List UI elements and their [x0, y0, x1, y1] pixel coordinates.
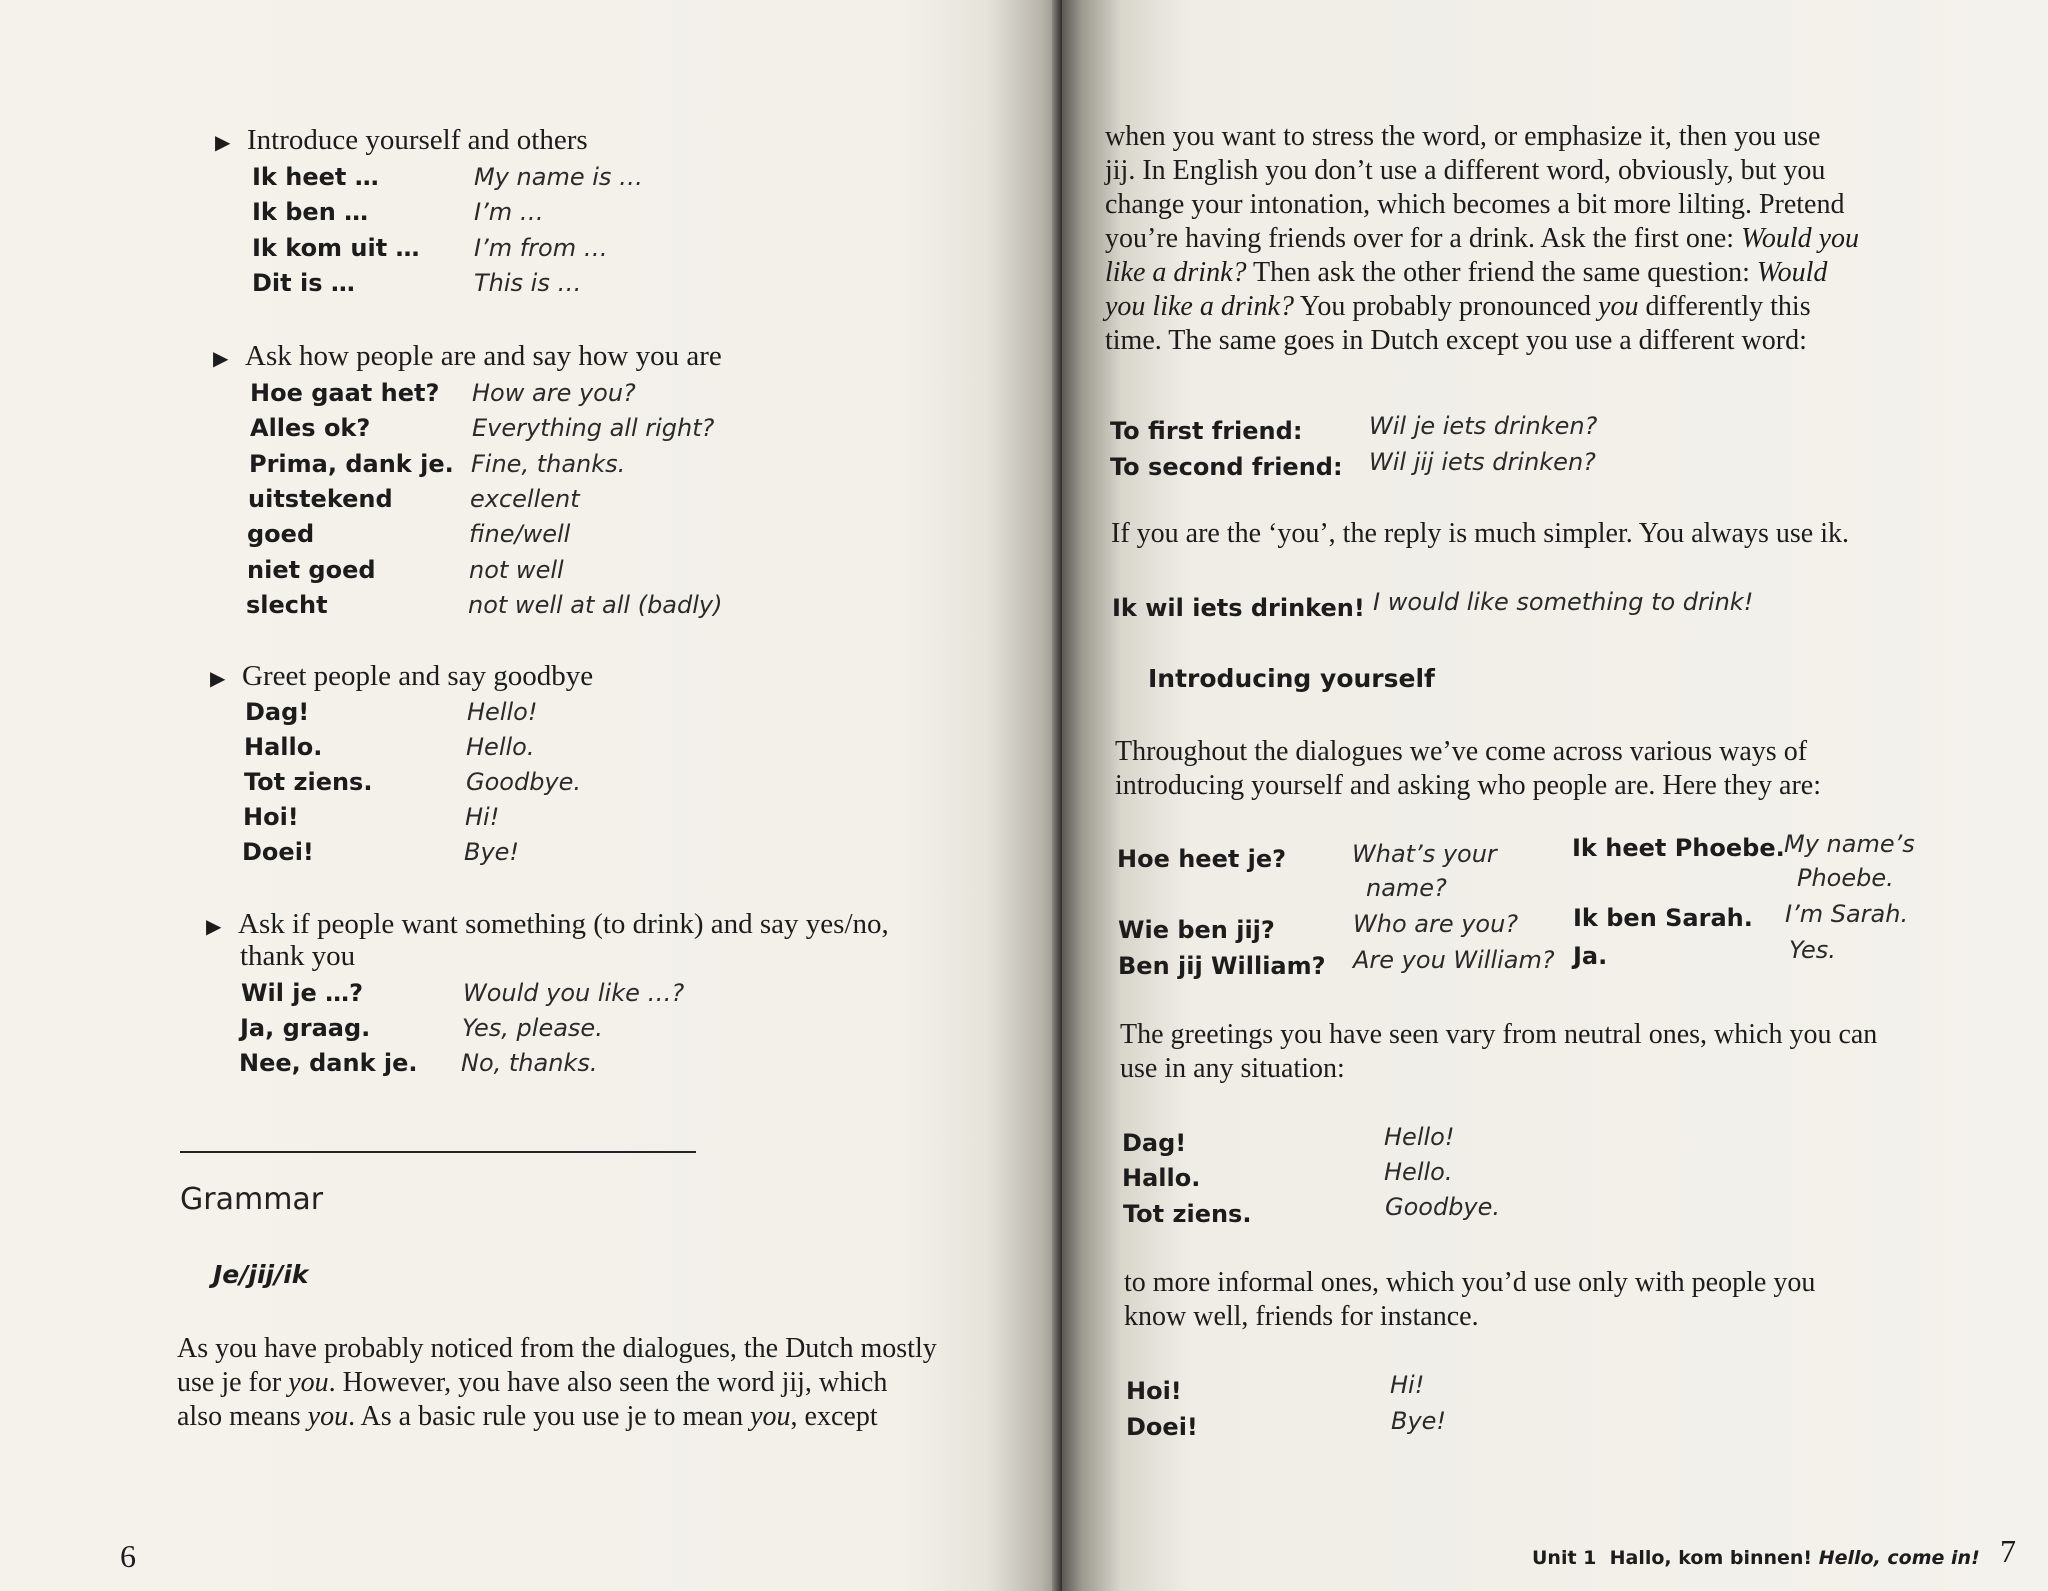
- dutch-term: goed: [247, 520, 315, 548]
- bullet-arrow-icon: ▶: [210, 668, 226, 690]
- dutch-term: Tot ziens.: [244, 768, 373, 796]
- greeting-dutch: Dag!: [1122, 1129, 1187, 1157]
- section-heading-text: thank you: [240, 940, 356, 972]
- greeting-dutch: Hallo.: [1122, 1164, 1201, 1192]
- section-heading-text: Ask if people want something (to drink) and say yes/no,: [238, 908, 889, 940]
- intro-answer: Ja.: [1573, 942, 1608, 970]
- intro-answer-translation: I’m Sarah.: [1785, 900, 1909, 928]
- paragraph-line: change your intonation, which becomes a bit more lilting. Pretend: [1105, 189, 1845, 220]
- section-heading-continuation: [240, 940, 355, 973]
- paragraph-line: use je for you. However, you have also seen the word jij, which: [177, 1367, 888, 1398]
- dutch-term: Hoi!: [243, 803, 299, 831]
- intro-question-translation: Are you William?: [1353, 946, 1555, 974]
- paragraph-line: jij. In English you don’t use a different word, obviously, but you: [1105, 155, 1826, 186]
- section-divider: [180, 1151, 696, 1153]
- intro-question: Ben jij William?: [1118, 952, 1326, 980]
- english-term: Everything all right?: [472, 414, 715, 442]
- english-term: I’m …: [474, 198, 544, 226]
- greeting-english: Goodbye.: [1385, 1193, 1501, 1221]
- dutch-term: Ik ben …: [252, 198, 369, 226]
- jij-explanation-paragraph: [1105, 120, 2005, 358]
- greeting-dutch: Hoi!: [1126, 1377, 1182, 1405]
- intro-question-translation: name?: [1366, 874, 1447, 902]
- dutch-term: Alles ok?: [250, 414, 371, 442]
- english-term: Would you like …?: [463, 979, 685, 1007]
- english-term: I’m from …: [474, 234, 608, 262]
- page-number: 7: [2000, 1533, 2016, 1569]
- english-term: excellent: [470, 485, 580, 513]
- dutch-term: uitstekend: [248, 485, 393, 513]
- introducing-yourself-heading: Introducing yourself: [1148, 664, 1435, 693]
- paragraph-line: you like a drink? You probably pronounced you differently this: [1105, 291, 1811, 322]
- intro-question: Hoe heet je?: [1117, 845, 1287, 873]
- paragraph-line: use in any situation:: [1120, 1053, 1345, 1084]
- greeting-english: Hi!: [1390, 1371, 1425, 1399]
- greetings-paragraph: [1120, 1018, 2020, 1086]
- paragraph-line: know well, friends for instance.: [1124, 1301, 1479, 1332]
- dutch-term: Dit is …: [252, 269, 355, 297]
- english-term: Yes, please.: [462, 1014, 603, 1042]
- intro-question-translation: Who are you?: [1353, 910, 1519, 938]
- paragraph-line: time. The same goes in Dutch except you use a different word:: [1105, 325, 1807, 356]
- english-term: My name is …: [474, 163, 644, 191]
- dutch-term: Doei!: [242, 838, 314, 866]
- paragraph-line: when you want to stress the word, or emphasize it, then you use: [1105, 121, 1821, 152]
- english-term: Fine, thanks.: [471, 450, 626, 478]
- informal-paragraph: [1124, 1266, 2024, 1334]
- paragraph-line: to more informal ones, which you’d use only with people you: [1124, 1267, 1816, 1298]
- running-footer: Unit 1 Hallo, kom binnen! Hello, come in!: [1532, 1547, 1980, 1569]
- right-page: [1062, 0, 2048, 1591]
- intro-answer-translation: My name’s: [1784, 830, 1915, 858]
- intro-answer-translation: Phoebe.: [1797, 864, 1894, 892]
- section-heading-greet: [210, 660, 593, 693]
- grammar-paragraph: [177, 1332, 1037, 1434]
- reply-english: I would like something to drink!: [1373, 588, 1754, 616]
- section-heading-introduce: [215, 124, 588, 157]
- english-term: Hi!: [465, 803, 500, 831]
- greeting-english: Bye!: [1391, 1407, 1447, 1435]
- english-term: not well at all (badly): [468, 591, 723, 619]
- section-heading-text: Ask how people are and say how you are: [245, 340, 722, 372]
- greeting-dutch: Tot ziens.: [1123, 1200, 1252, 1228]
- introducing-paragraph: [1115, 735, 2015, 803]
- english-term: not well: [469, 556, 564, 584]
- friend-phrase: Wil je iets drinken?: [1369, 412, 1598, 440]
- bullet-arrow-icon: ▶: [215, 132, 231, 154]
- section-heading-text: Introduce yourself and others: [247, 124, 588, 156]
- grammar-title: Grammar: [180, 1182, 324, 1217]
- dutch-term: Prima, dank je.: [249, 450, 454, 478]
- greeting-dutch: Doei!: [1126, 1413, 1198, 1441]
- english-term: fine/well: [469, 520, 571, 548]
- paragraph-line: like a drink? Then ask the other friend the same question: Would: [1105, 257, 1828, 288]
- friend-label: To first friend:: [1110, 417, 1303, 445]
- section-heading-text: Greet people and say goodbye: [242, 660, 594, 692]
- page-number: 6: [120, 1538, 136, 1574]
- intro-question: Wie ben jij?: [1118, 916, 1275, 944]
- dutch-term: Hoe gaat het?: [250, 379, 440, 407]
- paragraph-line: also means you. As a basic rule you use je to mean you, except: [177, 1401, 878, 1432]
- grammar-subhead: Je/jij/ik: [213, 1260, 309, 1289]
- dutch-term: Nee, dank je.: [239, 1049, 418, 1077]
- english-term: This is …: [474, 269, 582, 297]
- paragraph-line: introducing yourself and asking who people are. Here they are:: [1115, 770, 1821, 801]
- dutch-term: slecht: [246, 591, 328, 619]
- friend-label: To second friend:: [1110, 453, 1343, 481]
- greeting-english: Hello.: [1384, 1158, 1453, 1186]
- section-heading-ask-how: [213, 340, 722, 373]
- you-reply-paragraph: If you are the ‘you’, the reply is much simpler. You always use ik.: [1111, 518, 1849, 549]
- dutch-term: Wil je …?: [241, 979, 364, 1007]
- dutch-term: Ik kom uit …: [252, 234, 420, 262]
- dutch-term: Dag!: [245, 698, 310, 726]
- intro-answer: Ik ben Sarah.: [1573, 904, 1753, 932]
- paragraph-line: As you have probably noticed from the dialogues, the Dutch mostly: [177, 1333, 937, 1364]
- intro-answer: Ik heet Phoebe.: [1572, 834, 1785, 862]
- intro-question-translation: What’s your: [1352, 840, 1497, 868]
- english-term: Goodbye.: [466, 768, 582, 796]
- english-term: Hello.: [466, 733, 535, 761]
- section-heading-ask-if: [206, 908, 889, 941]
- bullet-arrow-icon: ▶: [213, 348, 229, 370]
- dutch-term: Hallo.: [244, 733, 323, 761]
- reply-dutch: Ik wil iets drinken!: [1112, 594, 1365, 622]
- greeting-english: Hello!: [1384, 1123, 1455, 1151]
- english-term: Hello!: [467, 698, 538, 726]
- intro-answer-translation: Yes.: [1789, 936, 1836, 964]
- dutch-term: Ja, graag.: [240, 1014, 371, 1042]
- paragraph-line: Throughout the dialogues we’ve come across various ways of: [1115, 736, 1808, 767]
- dutch-term: Ik heet …: [252, 163, 379, 191]
- dutch-term: niet goed: [247, 556, 376, 584]
- paragraph-line: you’re having friends over for a drink. Ask the first one: Would you: [1105, 223, 1860, 254]
- english-term: How are you?: [472, 379, 636, 407]
- paragraph-line: The greetings you have seen vary from neutral ones, which you can: [1120, 1019, 1878, 1050]
- friend-phrase: Wil jij iets drinken?: [1369, 448, 1596, 476]
- english-term: No, thanks.: [461, 1049, 598, 1077]
- bullet-arrow-icon: ▶: [206, 916, 222, 938]
- english-term: Bye!: [464, 838, 520, 866]
